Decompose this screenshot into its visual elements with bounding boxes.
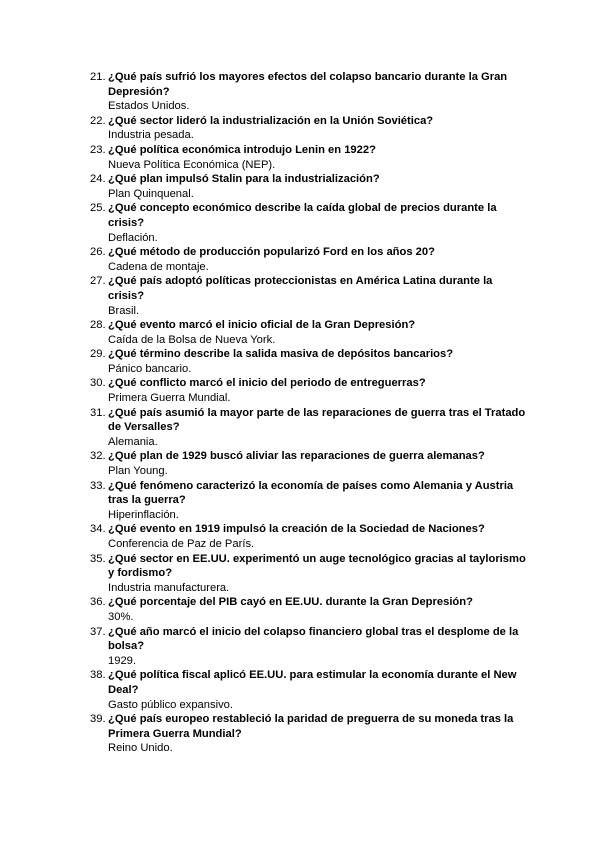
question-item (90, 406, 530, 450)
question-item (90, 552, 530, 596)
question-text: ¿Qué país sufrió los mayores efectos del colapso bancario durante la Gran Depresión? (108, 71, 508, 98)
question-text: ¿Qué evento marcó el inicio oficial de la Gran Depresión? (108, 319, 416, 332)
answer-text: 1929. (108, 654, 136, 667)
question-text: ¿Qué evento en 1919 impulsó la creación de la Sociedad de Naciones? (108, 523, 485, 536)
question-text: ¿Qué país asumió la mayor parte de las reparaciones de guerra tras el Tratado de Versalles? (108, 406, 526, 434)
question-number: 22. (90, 114, 106, 127)
question-text: ¿Qué sector lideró la industrialización en la Unión Soviética? (108, 114, 434, 127)
question-item (90, 712, 530, 756)
question-item (90, 449, 530, 478)
answer-text: Nueva Política Económica (NEP). (108, 158, 276, 171)
question-text: ¿Qué conflicto marcó el inicio del periodo de entreguerras? (108, 377, 426, 390)
question-number: 24. (90, 173, 106, 186)
answer-text: Cadena de montaje. (108, 260, 209, 273)
question-item (90, 347, 530, 376)
question-number: 35. (90, 552, 106, 565)
question-text: ¿Qué política fiscal aplicó EE.UU. para estimular la economía durante el New Deal? (108, 669, 517, 696)
question-item (90, 376, 530, 405)
answer-text: 30%. (108, 610, 134, 623)
question-number: 29. (90, 348, 106, 361)
question-item (90, 318, 530, 347)
question-item (90, 274, 530, 318)
answer-text: Conferencia de Paz de París. (108, 538, 255, 550)
question-number: 32. (90, 450, 106, 463)
question-text: ¿Qué año marcó el inicio del colapso financiero global tras el desplome de la bolsa? (108, 625, 519, 653)
question-item (90, 668, 530, 712)
answer-text: Alemania. (108, 435, 158, 448)
question-number: 27. (90, 275, 106, 288)
question-text: ¿Qué método de producción popularizó Ford en los años 20? (108, 246, 435, 259)
answer-text: Plan Quinquenal. (108, 187, 194, 200)
question-number: 30. (90, 377, 106, 390)
answer-text: Primera Guerra Mundial. (108, 392, 231, 405)
answer-text: Deflación. (108, 231, 158, 244)
question-text: ¿Qué sector en EE.UU. experimentó un auge tecnológico gracias al taylorismo y fordismo? (108, 552, 526, 580)
question-text: ¿Qué plan de 1929 buscó aliviar las reparaciones de guerra alemanas? (108, 450, 485, 463)
question-number: 33. (90, 479, 106, 492)
question-number: 23. (90, 143, 106, 156)
question-text: ¿Qué fenómeno caracterizó la economía de países como Alemania y Austria tras la guerra? (108, 479, 514, 507)
question-number: 28. (90, 319, 106, 332)
answer-text: Industria pesada. (108, 129, 194, 142)
question-number: 37. (90, 625, 106, 638)
question-item (90, 201, 530, 245)
question-item (90, 70, 530, 114)
question-number: 25. (90, 202, 106, 215)
question-item (90, 143, 530, 172)
question-number: 31. (90, 406, 106, 419)
question-number: 36. (90, 596, 106, 609)
question-number: 26. (90, 246, 106, 259)
answer-text: Caída de la Bolsa de Nueva York. (108, 333, 276, 346)
question-item (90, 479, 530, 523)
question-text: ¿Qué término describe la salida masiva de depósitos bancarios? (108, 348, 454, 361)
question-number: 34. (90, 523, 106, 536)
answer-text: Pánico bancario. (108, 362, 192, 375)
question-item (90, 114, 530, 143)
answer-text: Brasil. (108, 304, 140, 317)
question-text: ¿Qué política económica introdujo Lenin en 1922? (108, 143, 376, 156)
question-text: ¿Qué porcentaje del PIB cayó en EE.UU. durante la Gran Depresión? (108, 596, 473, 609)
question-number: 38. (90, 669, 106, 682)
question-text: ¿Qué plan impulsó Stalin para la industrialización? (108, 173, 380, 186)
question-item (90, 625, 530, 669)
question-text: ¿Qué país adoptó políticas proteccionistas en América Latina durante la crisis? (108, 275, 493, 302)
question-text: ¿Qué país europeo restableció la paridad de preguerra de su moneda tras la Primera Guerra Mundial? (108, 713, 514, 740)
answer-text: Estados Unidos. (108, 100, 190, 113)
answer-text: Gasto público expansivo. (108, 698, 234, 711)
question-item (90, 172, 530, 201)
answer-text: Plan Young. (108, 465, 168, 478)
answer-text: Reino Unido. (108, 742, 173, 755)
question-number: 39. (90, 713, 106, 726)
question-number: 21. (90, 71, 106, 83)
question-item (90, 245, 530, 274)
answer-text: Industria manufacturera. (108, 581, 230, 594)
question-list (90, 70, 530, 756)
question-item (90, 522, 530, 551)
answer-text: Hiperinflación. (108, 508, 179, 521)
question-text: ¿Qué concepto económico describe la caída global de precios durante la crisis? (108, 202, 497, 229)
question-item (90, 595, 530, 624)
